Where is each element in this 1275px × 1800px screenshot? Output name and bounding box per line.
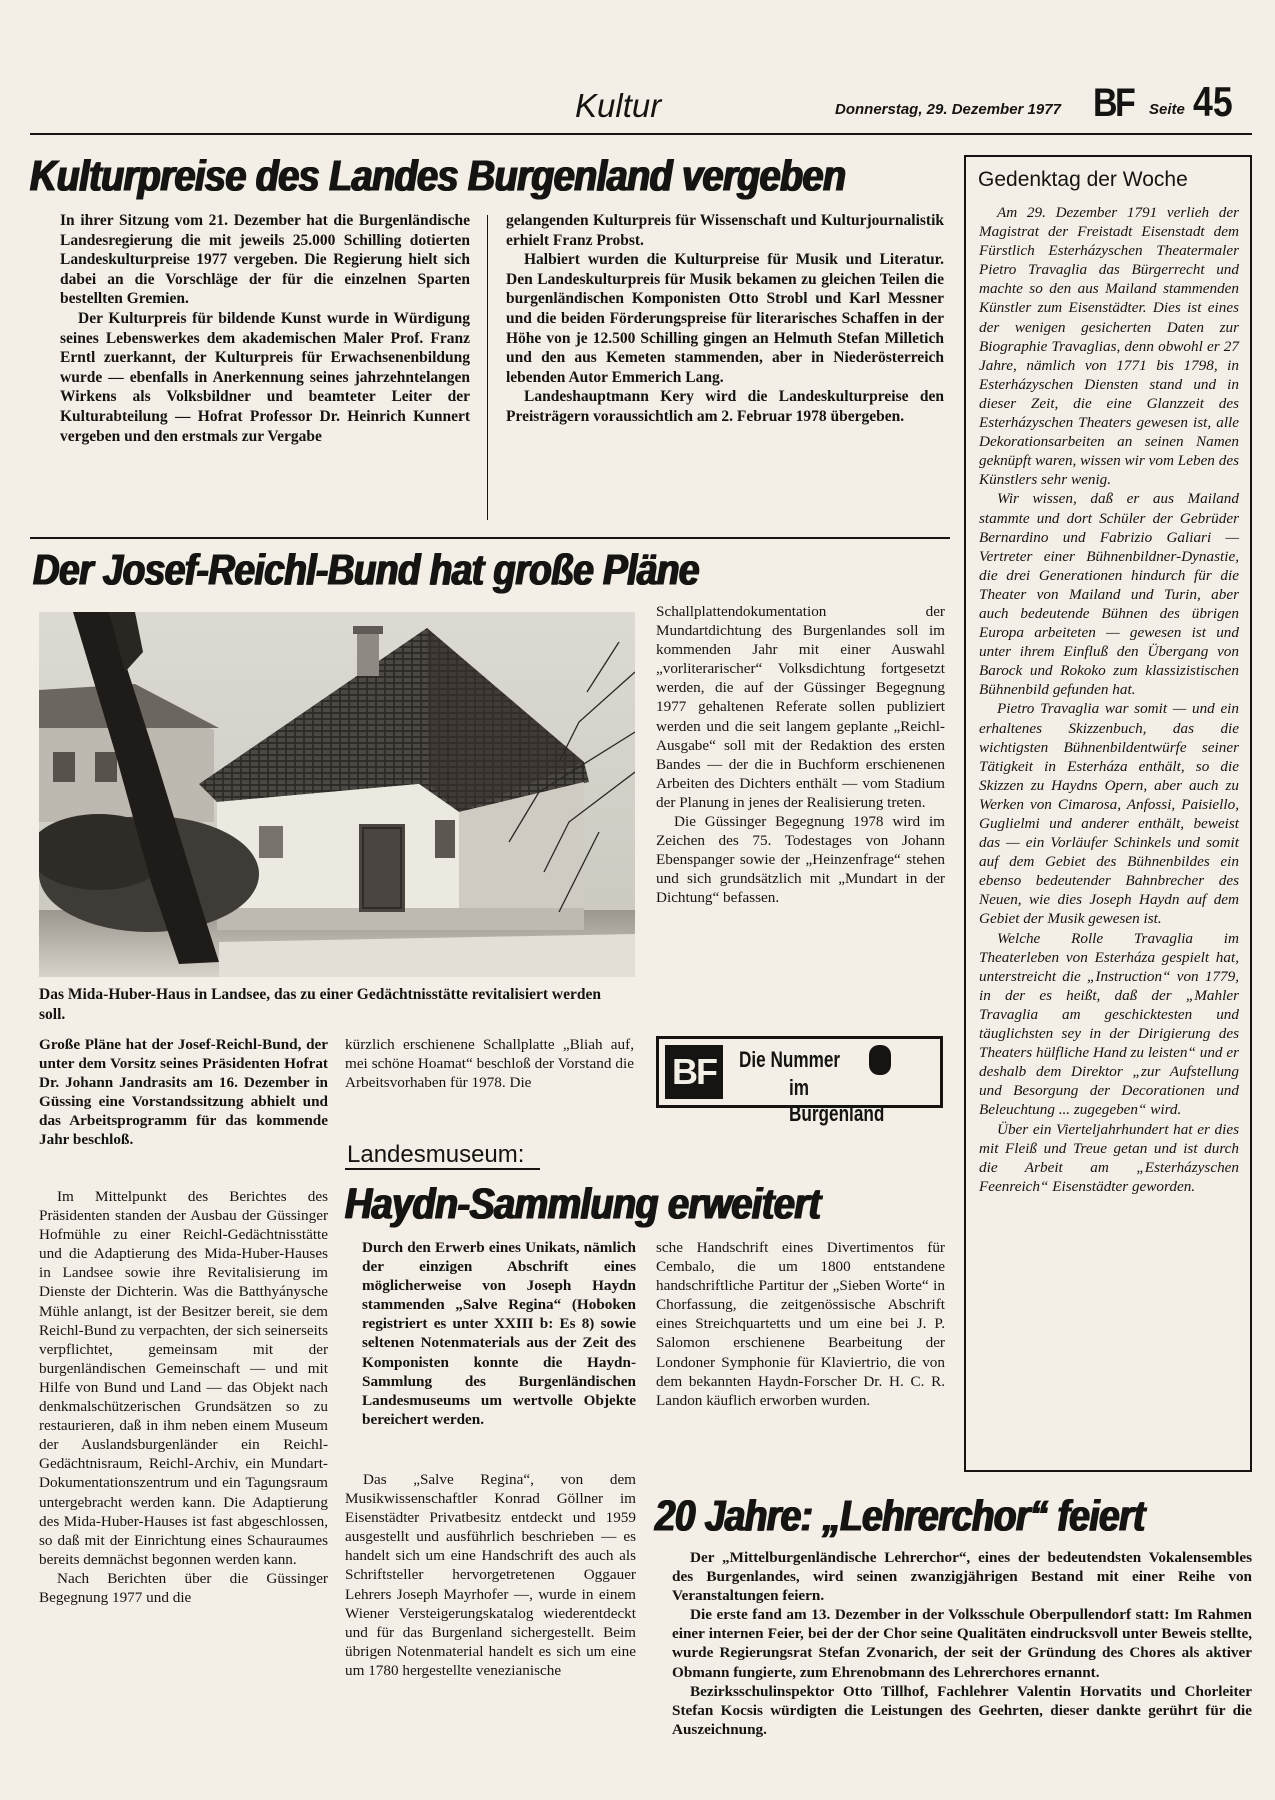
article3-headline: Haydn-Sammlung erweitert	[345, 1180, 821, 1229]
header-rule	[30, 133, 1252, 135]
article3-kicker: Landesmuseum:	[347, 1141, 525, 1168]
page-number: 45	[1193, 78, 1233, 125]
paragraph: Bezirksschulinspektor Otto Tillhof, Fachlehrer Valentin Horvatits und Chorleiter Stefan Kocsis würdigten die Leistungen des Geehrten, dieser dankte gerührt für die Auszeichnung.	[672, 1682, 1252, 1738]
page-header	[30, 80, 1252, 132]
page-label: Seite	[1149, 101, 1185, 118]
paragraph: Pietro Travaglia war somit — und ein erhaltenes Skizzenbuch, das die wichtigsten Bühnenbildentwürfe seiner Tätigkeit in Esterháza enthält, so die Skizzen zu Haydns Opern, aber auch zu Werken von Cimarosa, Anfossi, Paisiello, Guglielmi und anderer enthält, beweist das — ein Vorläufer Schinkels und somit auf dem Gebiet des Bühnenbildes ein ebenso bedeutender Bahnbrecher des Neuen, wie dies Joseph Haydn auf dem Gebiet der Musik gewesen ist.	[979, 700, 1239, 928]
article1-col2	[506, 211, 944, 427]
house-photo	[39, 612, 635, 977]
article3-col2	[656, 1238, 945, 1410]
column-rule	[487, 215, 488, 520]
bf-logo: BF	[1093, 81, 1134, 125]
article2-right-col	[656, 602, 945, 908]
article3-lead: Durch den Erwerb eines Unikats, nämlich der einzigen Abschrift eines möglicherweise von Joseph Haydn stammenden „Salve Regina“ (Hoboken registriert es unter XXIII b: Es 8) sowie seltenen Notenmaterials aus der Zeit des Komponisten konnte die Haydn-Sammlung des Burgenländischen Landesmuseums um wertvolle Objekte bereichert werden.	[362, 1239, 636, 1428]
ad-line1: Die Nummer	[739, 1047, 841, 1072]
sidebar-title: Gedenktag der Woche	[978, 168, 1188, 191]
paragraph: In ihrer Sitzung vom 21. Dezember hat die Burgenländische Landesregierung die mit jeweils 25.000 Schilling dotierten Landeskulturpreise 1977 vergeben. Die Regierung hielt sich dabei an die Vorschläge der für die einzelnen Sparten bestellten Gremien.	[60, 212, 470, 308]
section-label: Kultur	[575, 87, 662, 124]
article2-lead: Große Pläne hat der Josef-Reichl-Bund, der unter dem Vorsitz seines Präsidenten Hofrat Dr. Johann Jandrasits am 16. Dezember in Güssing eine Vorstandssitzung abhielt und das Arbeitsprogramm für das kommende Jahr beschloß.	[39, 1036, 328, 1149]
issue-date: Donnerstag, 29. Dezember 1977	[835, 101, 1061, 118]
paragraph: Wir wissen, daß er aus Mailand stammte und dort Schüler der Gebrüder Bernardino und Fabrizio Galiari — Vertreter einer Bühnenbildner-Dynastie, die drei Generationen hindurch für die Theater von Mailand und Turin, aber auch bedeutende Bühnen des übrigen Europa arbeiteten — gewesen ist und unter ihrem Einfluß den Übergang von Barock und Rokoko zum klassizistischen Bühnenbild gefunden hat.	[979, 490, 1239, 699]
article3-col1	[345, 1470, 636, 1680]
paragraph: Die Güssinger Begegnung 1978 wird im Zeichen des 75. Todestages von Johann Ebenspanger sowie der „Heinzenfrage“ stehen und sich grundsätzlich mit „Mundart in der Dichtung“ befassen.	[656, 813, 945, 907]
section-rule	[30, 537, 950, 539]
paragraph: sche Handschrift eines Divertimentos für Cembalo, die um 1800 entstandene handschriftliche Partitur der „Sieben Worte“ in Chorfassung, die zeitgenössische Abschrift eines Streichquartetts und um eine bei J. P. Salomon erschienene Bearbeitung der Londoner Symphonie für Klaviertrio, die von dem bekannten Haydn-Forscher Dr. H. C. R. Landon käuflich erworben wurden.	[656, 1239, 945, 1409]
paragraph: kürzlich erschienene Schallplatte „Bliah auf, mei schöne Hoamat“ beschloß der Vorstand die Arbeitsvorhaben für 1978. Die	[345, 1036, 634, 1092]
article4-body	[672, 1548, 1252, 1739]
article3-rule	[345, 1168, 540, 1170]
paragraph: Nach Berichten über die Güssinger Begegnung 1977 und die	[39, 1569, 328, 1606]
paragraph: Welche Rolle Travaglia im Theaterleben von Esterháza gespielt hat, unterstreicht die „Instruction“ von 1779, in der es heißt, daß der „Mahler Travaglia am geschicktesten und täuglichsten sey in der Dirigierung des Theaters hülfliche Hand zu leisten“ und er deshalb dem Direktor „zur Aufstellung und Besorgung der Decorationen und Beleuchtung ... zugegeben“ wird.	[979, 929, 1239, 1119]
article4-headline: 20 Jahre: „Lehrerchor“ feiert	[655, 1492, 1145, 1541]
paragraph: Am 29. Dezember 1791 verlieh der Magistrat der Freistadt Eisenstadt dem Fürstlich Esterházyschen Theatermaler Pietro Travaglia das Bürgerrecht und machte so den aus Mailand stammenden Künstler zum Eisenstädter. Dies ist eines der wenigen gesicherten Daten zur Biographie Travaglias, denn obwohl er 27 Jahre, nämlich von 1771 bis 1798, in Esterházyschen Diensten stand und in dieser Zeit, die eine Glanzzeit des Esterházyschen Theaters gewesen ist, alle Dekorationsarbeiten an seinen Namen geknüpft waren, wissen wir vom Leben des Künstlers sehr wenig.	[979, 204, 1239, 489]
paragraph: Das „Salve Regina“, von dem Musikwissenschaftler Konrad Göllner im Eisenstädter Privatbesitz entdeckt und 1959 ausgestellt und ausführlich beschrieben — es handelt sich um eine Handschrift des auch als Schriftsteller hervorgetretenen Oggauer Lehrers Joseph Mayrhofer —, wurde in einem Wiener Versteigerungskatalog wiederentdeckt und für das Burgenland sichergestellt. Beim übrigen Notenmaterial handelt es sich um eine um 1780 hergestellte venezianische	[345, 1471, 636, 1679]
gedenktag-sidebar	[964, 155, 1252, 1472]
paragraph: Über ein Vierteljahrhundert hat er dies mit Fleiß und Treue getan und ist durch die Arbeit am „Esterházyschen Feenreich“ Eisenstädter geworden.	[979, 1120, 1239, 1195]
article2-headline: Der Josef-Reichl-Bund hat große Pläne	[33, 546, 699, 595]
article1-headline: Kulturpreise des Landes Burgenland vergeben	[30, 152, 846, 201]
article1-col1	[60, 211, 470, 446]
article2-col1	[39, 1187, 328, 1607]
paragraph: gelangenden Kulturpreis für Wissenschaft und Kulturjournalistik erhielt Franz Probst.	[506, 212, 944, 249]
paragraph: Der Kulturpreis für bildende Kunst wurde in Würdigung seines Lebenswerkes dem akademischen Maler Prof. Franz Erntl zuerkannt, der Kulturpreis für Erwachsenenbildung wurde — ebenfalls in Anerkennung seines jahrzehntelangen Wirkens als Volksbildner und beamteter Leiter der Kulturabteilung — Hofrat Professor Dr. Heinrich Kunnert vergeben und den erstmals zur Vergabe	[60, 309, 470, 445]
photo-caption: Das Mida-Huber-Haus in Landsee, das zu einer Gedächtnisstätte revitalisiert werden soll.	[39, 986, 601, 1023]
number-one-badge	[869, 1045, 891, 1075]
ad-line2: im Burgenland	[789, 1075, 885, 1126]
bf-ad-box	[656, 1036, 943, 1126]
paragraph: Der „Mittelburgenländische Lehrerchor“, eines der bedeutendsten Vokalensembles des Burgenlandes, wird seinen zwanzigjährigen Bestand mit einer Reihe von Veranstaltungen feiern.	[672, 1549, 1252, 1605]
paragraph: Landeshauptmann Kery wird die Landeskulturpreise den Preisträgern voraussichtlich am 2. Februar 1978 übergeben.	[506, 388, 944, 425]
sidebar-body	[979, 203, 1239, 1196]
paragraph: Schallplattendokumentation der Mundartdichtung des Burgenlandes soll im kommenden Jahr mit einer Auswahl „vorliterarischer“ Volksdichtung fortgesetzt werden, die auf der Güssinger Begegnung 1977 gehaltenen Referate sollen publiziert werden und die seit langem geplante „Reichl-Ausgabe“ soll mit der Redaktion des ersten Bandes — der die in Buchform erschienenen Arbeiten des Dichters enthält — vom Stadium der Planung in jenes der Realisierung treten.	[656, 603, 945, 811]
ad-logo: BF	[665, 1045, 723, 1099]
paragraph: Im Mittelpunkt des Berichtes des Präsidenten standen der Ausbau der Güssinger Hofmühle zu einer Reichl-Gedächtnisstätte und die Adaptierung des Mida-Huber-Hauses in Landsee sowie ihre Revitalisierung im Dienste der Dichterin. Was die Batthyánysche Mühle anlangt, ist der Besitzer bereit, sie dem Reichl-Bund zu verpachten, der sich seinerseits verpflichtet, gemeinsam mit der burgenländischen Gemeinschaft — und mit Hilfe von Bund und Land — das Objekt nach denkmalschützerischen Grundsätzen so zu restaurieren, daß in ihm neben einem Museum der Auslandsburgenländer ein Reichl-Gedächtnisraum, Reichl-Archiv, ein Mundart-Dokumentationszentrum und ein Tagungsraum untergebracht werden kann. Die Adaptierung des Mida-Huber-Hauses ist fast abgeschlossen, so daß mit der Einrichtung eines Schauraumes bereits demnächst begonnen werden kann.	[39, 1188, 328, 1568]
paragraph: Die erste fand am 13. Dezember in der Volksschule Oberpullendorf statt: Im Rahmen einer internen Feier, bei der der Chor seine Qualitäten eindrucksvoll unter Beweis stellte, wurde Regierungsrat Stefan Zvonarich, der seit der Gründung des Chores als aktiver Obmann fungierte, zum Ehrenobmann des Lehrerchores ernannt.	[672, 1606, 1252, 1681]
paragraph: Halbiert wurden die Kulturpreise für Musik und Literatur. Den Landeskulturpreis für Musik bekamen zu gleichen Teilen die burgenländischen Komponisten Otto Strobl und Karl Messner und die beiden Förderungspreise für literarisches Schaffen in der Höhe von je 12.500 Schilling gingen an Helmuth Stefan Milletich und den aus Kemeten stammenden, aber in Niederösterreich lebenden Autor Emmerich Lang.	[506, 251, 944, 386]
article2-col2	[345, 1035, 634, 1092]
